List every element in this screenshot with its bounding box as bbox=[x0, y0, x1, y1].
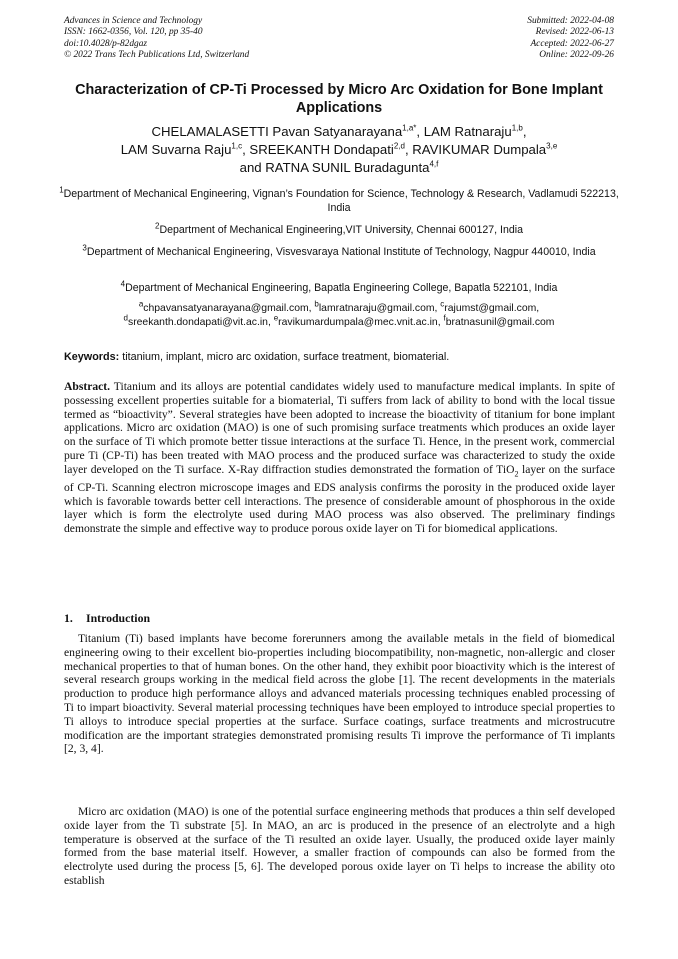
abstract-text: Titanium and its alloys are potential candidates widely used to manufacture medical implants. In spite of possessing excellent properties suitable for a biomaterial, Ti suffers from lack of ability to bond with the local tissue termed as “bioactivity”. Several strategies have been adopted to increase the bioactivity of titanium for bone implant applications. Micro arc oxidation (MAO) is one of such promising surface treatments which produces an oxide layer on the surface of Ti which promote better tissue interactions at the surface Ti. Hence, in the present work, commercial pure Ti (CP-Ti) has been treated with MAO process and the produced surface was characterized to study the oxide layer developed on the Ti surface. X-Ray diffraction studies demonstrated the formation of TiO bbox=[64, 380, 615, 476]
section-title: Introduction bbox=[86, 611, 151, 625]
author-name: LAM Ratnaraju bbox=[423, 124, 512, 139]
email-superscript: b bbox=[314, 299, 319, 309]
affiliation-text: Department of Mechanical Engineering,VIT University, Chennai 600127, India bbox=[159, 224, 523, 236]
journal-header bbox=[64, 16, 249, 62]
section-number: 1. bbox=[64, 611, 73, 625]
online-date: Online: 2022-09-26 bbox=[539, 50, 614, 61]
doi: doi:10.4028/p-82dgaz bbox=[64, 38, 148, 49]
author-name: and RATNA SUNIL Buradagunta bbox=[239, 160, 430, 175]
author-line-1 bbox=[40, 123, 638, 141]
author-separator: , bbox=[404, 142, 413, 157]
author-line-2 bbox=[40, 141, 638, 159]
author-name: SREEKANTH Dondapati bbox=[249, 142, 394, 157]
email-superscript: d bbox=[123, 313, 128, 323]
email-link[interactable]: rajumst@gmail.com, bbox=[444, 303, 540, 314]
author-name: CHELAMALASETTI Pavan Satyanarayana bbox=[151, 124, 403, 139]
email-superscript: a bbox=[138, 299, 144, 309]
body-paragraph: Micro arc oxidation (MAO) is one of the potential surface engineering methods that produces a thin self developed oxide layer from the Ti substrate [5]. In MAO, an arc is produced in the presence of an electrolyte and a high temperature is observed at the surface of the Ti resulted an oxide layer. Usually, the produced oxide layer mainly formed from the base material itself. However, a smaller fraction of compounds can also be formed from the electrolyte used during the process [5, 6]. The developed porous oxide layer on Ti helps to increase the ability oto establish bbox=[64, 805, 615, 887]
copyright: © 2022 Trans Tech Publications Ltd, Switzerland bbox=[64, 50, 250, 61]
email-link[interactable]: ravikumardumpala@mec.vnit.ac.in, bbox=[278, 317, 444, 328]
affiliation-3 bbox=[50, 245, 628, 259]
email-link[interactable]: sreekanth.dondapati@vit.ac.in, bbox=[128, 317, 274, 328]
affiliation-superscript: 1 bbox=[59, 185, 64, 195]
email-superscript: c bbox=[440, 299, 445, 309]
email-line-2 bbox=[40, 313, 638, 330]
accepted-date: Accepted: 2022-06-27 bbox=[530, 38, 614, 49]
affiliation-2 bbox=[50, 223, 628, 237]
affiliation-text: Department of Mechanical Engineering, Visvesvaraya National Institute of Technology, Nagpur 440010, India bbox=[86, 246, 596, 258]
author-superscript: 2,d bbox=[393, 141, 405, 151]
email-superscript: f bbox=[443, 313, 446, 323]
revised-date: Revised: 2022-06-13 bbox=[535, 27, 614, 38]
author-superscript: 1,b bbox=[511, 123, 523, 133]
author-superscript: 1,a* bbox=[402, 123, 417, 133]
affiliation-superscript: 3 bbox=[82, 243, 87, 253]
affiliation-superscript: 2 bbox=[155, 221, 160, 231]
author-list bbox=[40, 123, 638, 177]
author-line-3 bbox=[40, 159, 638, 177]
affiliation-text: Department of Mechanical Engineering, Bapatla Engineering College, Bapatla 522101, India bbox=[125, 282, 558, 294]
email-list bbox=[40, 299, 638, 330]
affiliation-text: Department of Mechanical Engineering, Vignan’s Foundation for Science, Technology & Research, Vadlamudi 522213, India bbox=[63, 188, 619, 214]
email-link[interactable]: lamratnaraju@gmail.com, bbox=[318, 303, 441, 314]
author-separator: , bbox=[522, 124, 527, 139]
affiliation-4 bbox=[50, 281, 628, 295]
section-heading bbox=[64, 611, 150, 626]
journal-name: Advances in Science and Technology bbox=[64, 16, 203, 26]
keywords bbox=[64, 350, 616, 364]
abstract-text: layer on the surface of CP-Ti. Scanning electron microscope images and EDS analysis confirms the porosity in the produced oxide layer which is favorable towards better cell interactions. The presence of considerable amount of phosphorous in the oxide layer which is form the electrolyte used during MAO process was also observed. The preliminary findings demonstrate the simple and effective way to produce porous oxide layer on Ti for biomedical applications. bbox=[64, 462, 615, 536]
author-superscript: 1,c bbox=[231, 141, 243, 151]
issn: ISSN: 1662-0356, Vol. 120, pp 35-40 bbox=[64, 27, 203, 38]
body-paragraph: Titanium (Ti) based implants have become forerunners among the available metals in the field of biomedical engineering owing to their excellent bio-properties including biocompatibility, non-magnetic, non-allergic and closer mechanical properties to that of human bones. On the other hand, they exhibit poor bioactivity which is the interest of several research groups working in the medical field across the globe [1]. The recent developments in the materials production to produce high performance alloys and advanced materials processing techniques enabled processing of Ti to impart bioactivity. Several material processing techniques have been employed to introduce special properties to Ti alloys to introduce special properties at the surface. Surface coatings, surface treatments and microstrucutre modification are the important strategies demonstrated promising results Ti improve the performance of Ti implants [2, 3, 4]. bbox=[64, 632, 615, 756]
email-link[interactable]: chpavansatyanarayana@gmail.com, bbox=[143, 303, 315, 314]
keywords-label: Keywords: bbox=[64, 351, 120, 363]
email-superscript: e bbox=[273, 313, 279, 323]
author-superscript: 4,f bbox=[429, 159, 439, 169]
author-name: LAM Suvarna Raju bbox=[120, 142, 232, 157]
keywords-text: titanium, implant, micro arc oxidation, surface treatment, biomaterial. bbox=[119, 351, 450, 363]
submitted-date: Submitted: 2022-04-08 bbox=[527, 16, 614, 26]
affiliation-1 bbox=[50, 187, 628, 215]
author-separator: , bbox=[242, 142, 250, 157]
abstract-subscript: 2 bbox=[514, 469, 519, 479]
dates-header bbox=[527, 16, 614, 62]
affiliation-superscript: 4 bbox=[120, 279, 126, 289]
author-name: RAVIKUMAR Dumpala bbox=[412, 142, 547, 157]
email-line-1 bbox=[40, 299, 638, 316]
author-separator: , bbox=[416, 124, 424, 139]
author-superscript: 3,e bbox=[546, 141, 558, 151]
abstract-label: Abstract. bbox=[64, 380, 111, 393]
email-link[interactable]: bratnasunil@gmail.com bbox=[445, 317, 555, 328]
abstract bbox=[64, 380, 615, 536]
paper-title: Characterization of CP-Ti Processed by Micro Arc Oxidation for Bone Implant Applications bbox=[75, 82, 603, 116]
